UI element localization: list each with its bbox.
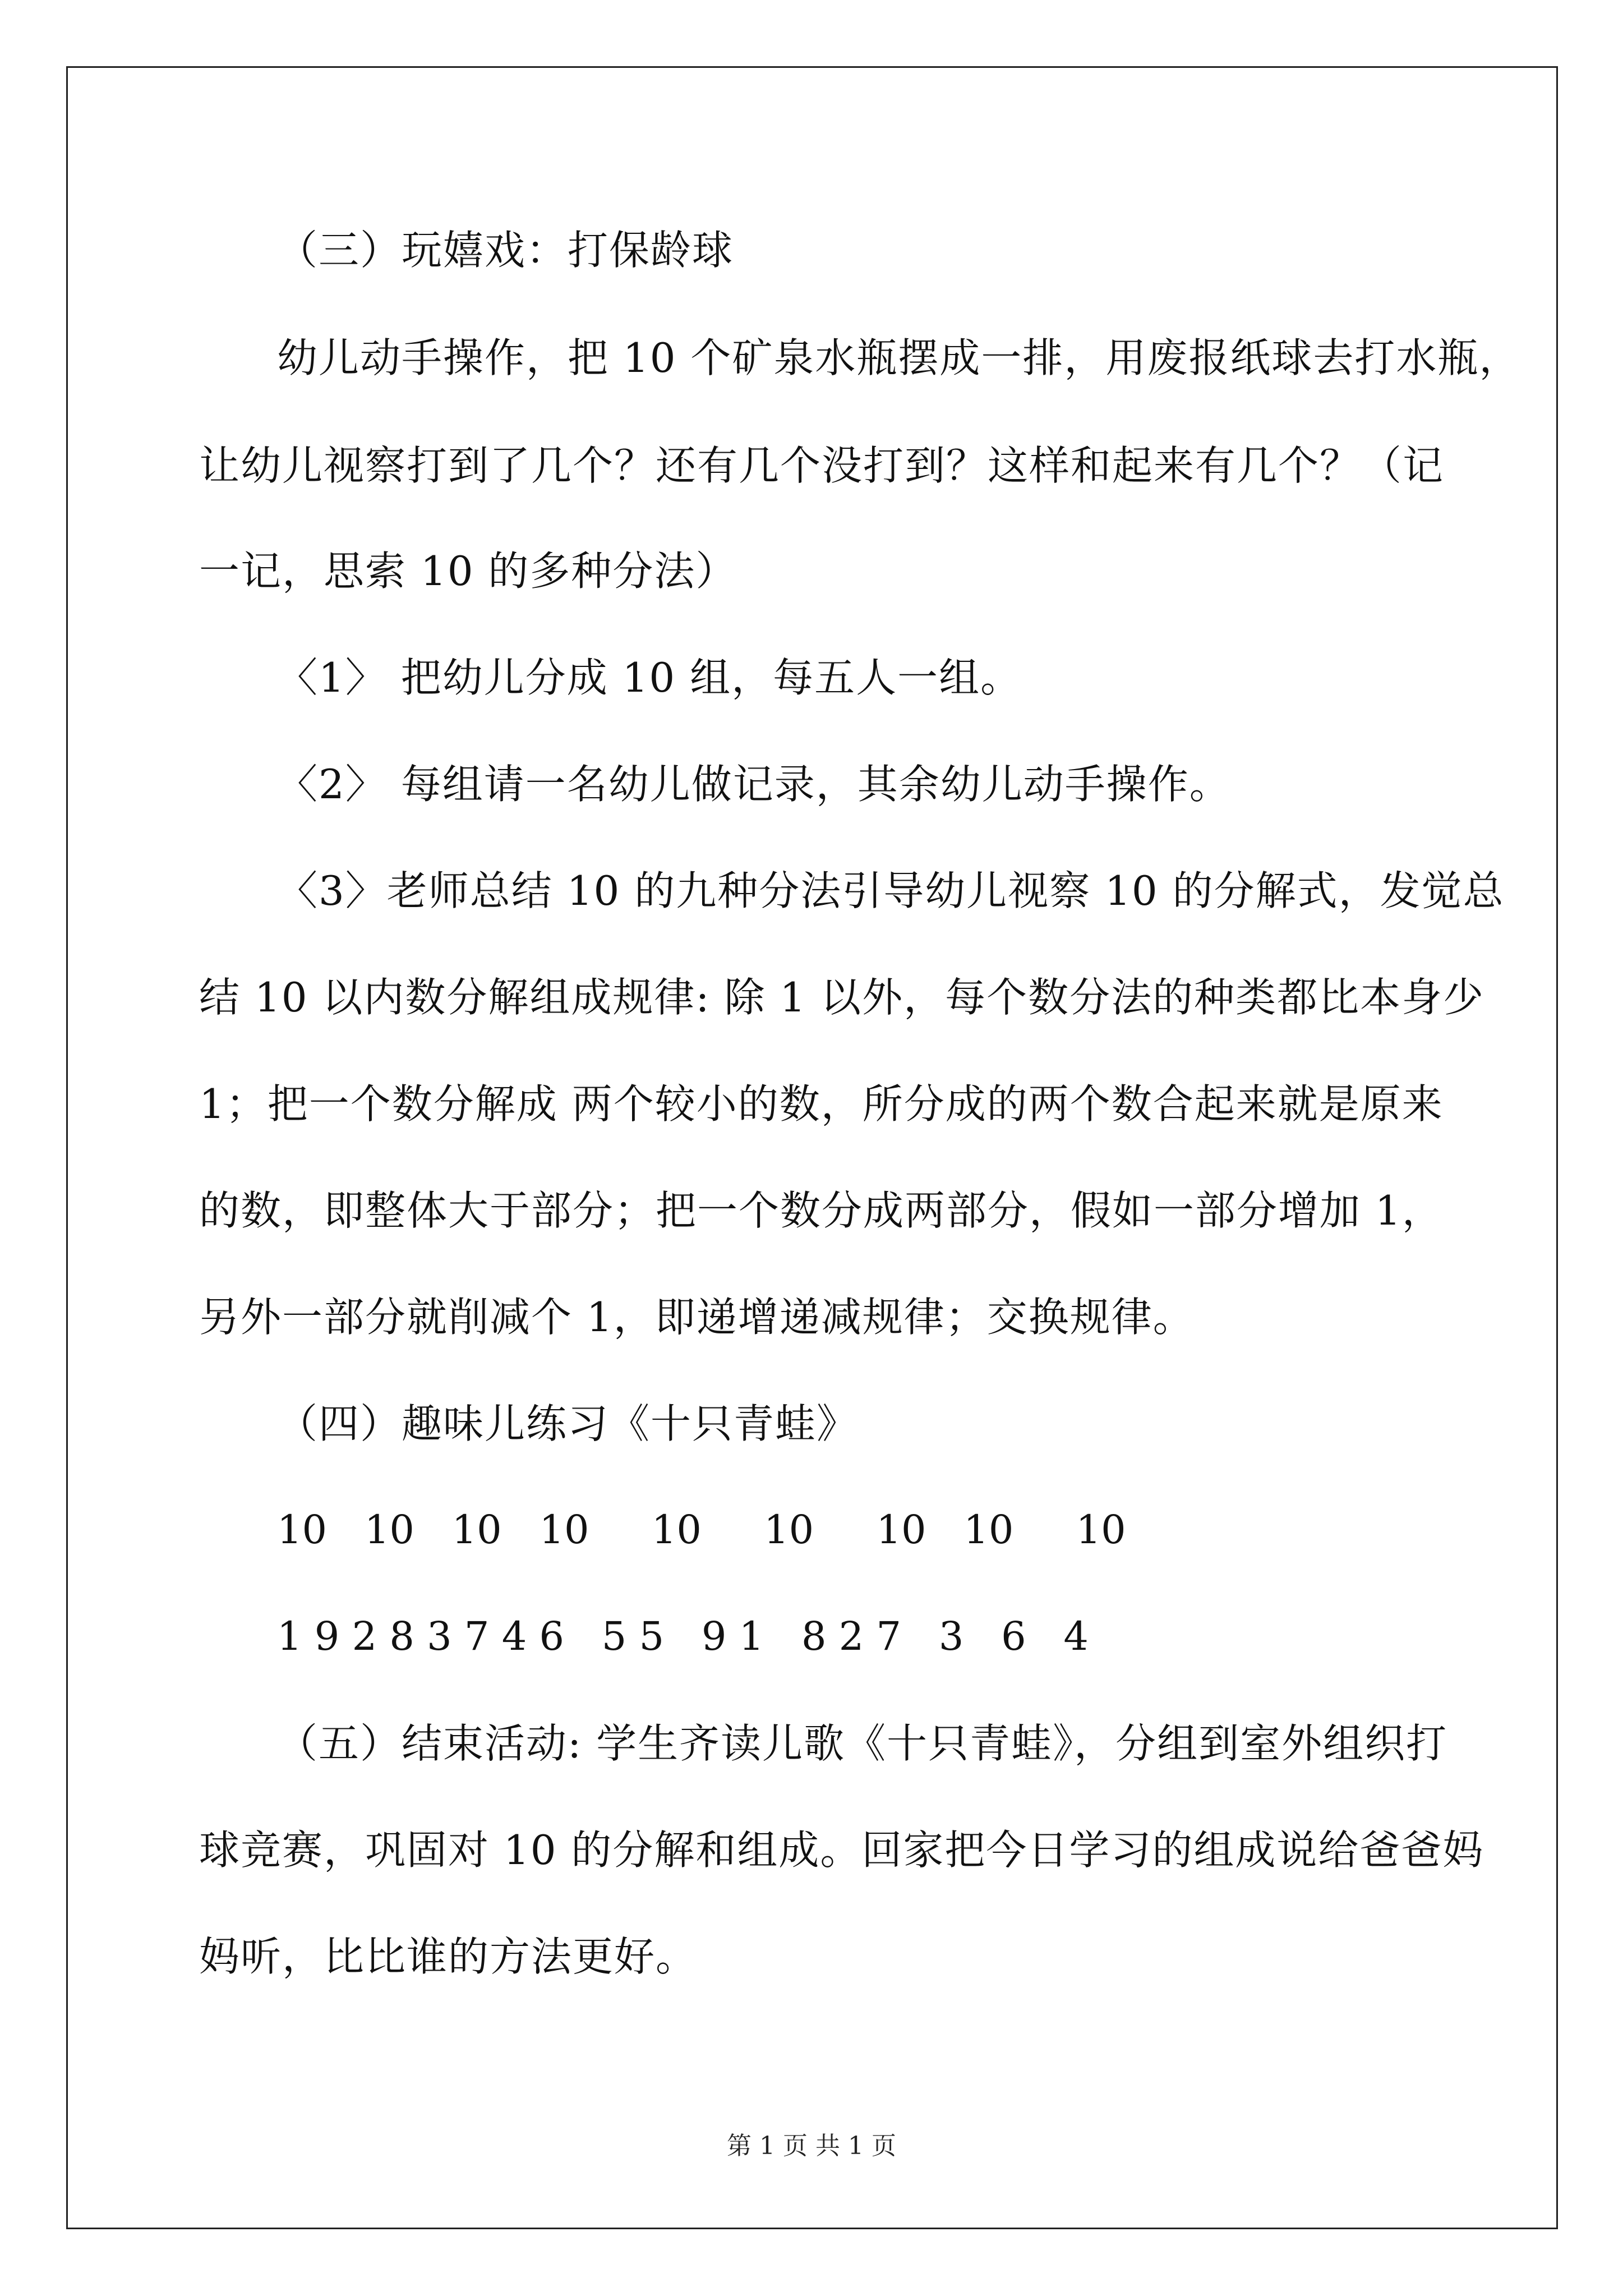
paragraph-line: 一记，思索 10 的多种分法） [199, 547, 737, 595]
paragraph-line: 让幼儿视察打到了几个？还有几个没打到？这样和起来有几个？（记 [199, 442, 1445, 489]
number-row-parts: 1 9 2 8 3 7 4 6 5 5 9 1 8 2 7 3 6 4 [277, 1613, 1089, 1659]
paragraph-line: 妈听，比比谁的方法更好。 [199, 1933, 698, 1980]
paragraph-line: 1；把一个数分解成 两个较小的数，所分成的两个数合起来就是原来 [199, 1080, 1444, 1128]
section-heading-three: （三）玩嬉戏：打保龄球 [277, 227, 734, 274]
paragraph-line: 另外一部分就削减个 1，即递增递减规律；交换规律。 [199, 1294, 1195, 1341]
section-heading-four: （四）趣味儿练习《十只青蛙》 [277, 1400, 859, 1447]
page-border [66, 66, 1558, 2229]
paragraph-line: 球竞赛，巩固对 10 的分解和组成。回家把今日学习的组成说给爸爸妈 [199, 1826, 1484, 1874]
paragraph-line: 的数，即整体大于部分；把一个数分成两部分，假如一部分增加 1， [199, 1187, 1444, 1234]
page-number-footer: 第 1 页 共 1 页 [727, 2132, 896, 2160]
section-heading-five: （五）结束活动: 学生齐读儿歌《十只青蛙》，分组到室外组织打 [277, 1720, 1448, 1767]
list-item: 〈1〉 把幼儿分成 10 组，每五人一组。 [277, 654, 1022, 701]
number-row-tens: 10 10 10 10 10 10 10 10 10 [277, 1507, 1126, 1553]
paragraph-line: 幼儿动手操作，把 10 个矿泉水瓶摆成一排，用废报纸球去打水瓶， [277, 334, 1521, 381]
list-item: 〈2〉 每组请一名幼儿做记录，其余幼儿动手操作。 [277, 761, 1231, 808]
list-item: 〈3〉老师总结 10 的九种分法引导幼儿视察 10 的分解式，发觉总 [277, 867, 1505, 914]
paragraph-line: 结 10 以内数分解组成规律: 除 1 以外，每个数分法的种类都比本身少 [199, 974, 1485, 1021]
